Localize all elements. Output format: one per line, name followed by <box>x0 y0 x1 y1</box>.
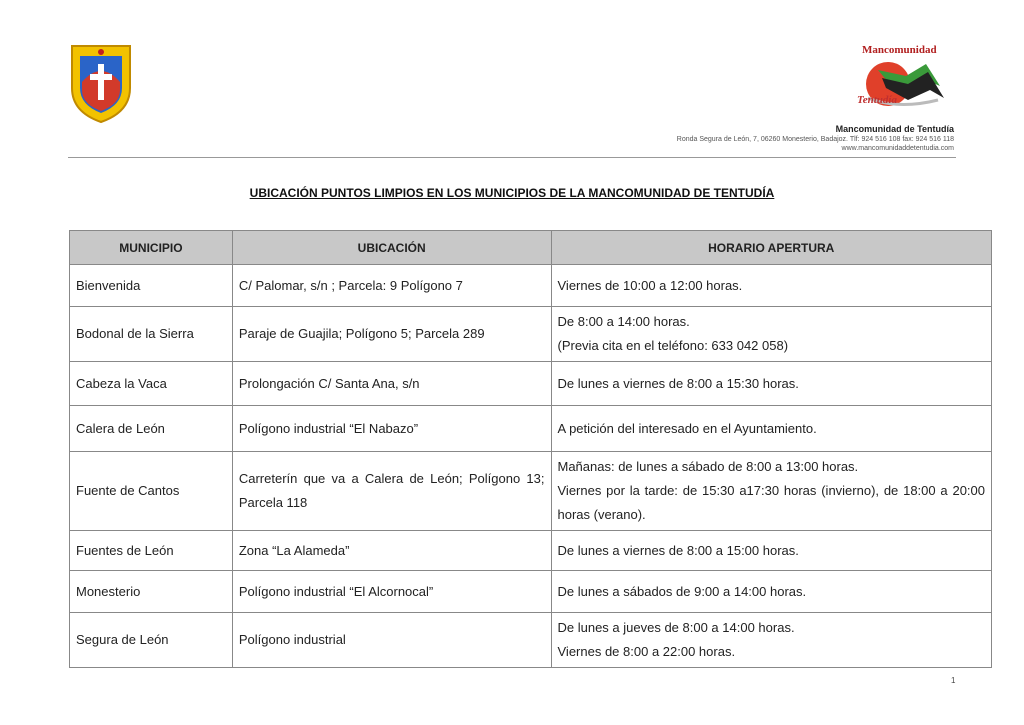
document-title: UBICACIÓN PUNTOS LIMPIOS EN LOS MUNICIPIOS DE LA MANCOMUNIDAD DE TENTUDÍA <box>249 186 775 200</box>
org-name: Mancomunidad de Tentudía <box>835 124 954 134</box>
cell-horario <box>551 613 992 668</box>
cell-ubicacion: Paraje de Guajila; Polígono 5; Parcela 289 <box>232 307 551 362</box>
cell-municipio: Fuentes de León <box>70 531 233 571</box>
cell-horario: De lunes a sábados de 9:00 a 14:00 horas. <box>551 571 992 613</box>
cell-municipio: Bodonal de la Sierra <box>70 307 233 362</box>
cell-municipio: Fuente de Cantos <box>70 452 233 531</box>
cell-municipio: Monesterio <box>70 571 233 613</box>
table-row <box>70 307 992 362</box>
cell-horario <box>551 452 992 531</box>
horario-line: De lunes a jueves de 8:00 a 14:00 horas. <box>557 620 795 635</box>
cell-ubicacion: Polígono industrial <box>232 613 551 668</box>
horario-line: Viernes por la tarde: de 15:30 a17:30 horas (invierno), de 18:00 a 20:00 horas (verano). <box>557 483 985 522</box>
cell-ubicacion: Carreterín que va a Calera de León; Polígono 13; Parcela 118 <box>232 452 551 531</box>
cell-municipio: Calera de León <box>70 406 233 452</box>
horario-line: De 8:00 a 14:00 horas. <box>557 314 690 329</box>
horario-line: Viernes de 8:00 a 22:00 horas. <box>557 644 736 659</box>
organization-info <box>677 124 954 153</box>
puntos-limpios-table <box>69 230 992 668</box>
cell-horario <box>551 307 992 362</box>
cell-ubicacion: Zona “La Alameda” <box>232 531 551 571</box>
logo-text-top: Mancomunidad <box>862 44 937 56</box>
table-row <box>70 571 992 613</box>
table-row <box>70 406 992 452</box>
cell-horario: Viernes de 10:00 a 12:00 horas. <box>551 265 992 307</box>
table-header-row <box>70 231 992 265</box>
cell-ubicacion: Prolongación C/ Santa Ana, s/n <box>232 362 551 406</box>
cell-municipio: Segura de León <box>70 613 233 668</box>
cell-ubicacion: C/ Palomar, s/n ; Parcela: 9 Polígono 7 <box>232 265 551 307</box>
org-address: Ronda Segura de León, 7, 06260 Monesterio, Badajoz. Tlf: 924 516 108 fax: 924 516 118 <box>676 136 954 143</box>
cell-ubicacion: Polígono industrial “El Alcornocal” <box>232 571 551 613</box>
table-row <box>70 613 992 668</box>
horario-line: Mañanas: de lunes a sábado de 8:00 a 13:00 horas. <box>557 459 859 474</box>
cell-municipio: Cabeza la Vaca <box>70 362 233 406</box>
header-horario: HORARIO APERTURA <box>551 231 992 265</box>
cell-horario: De lunes a viernes de 8:00 a 15:00 horas. <box>551 531 992 571</box>
municipal-crest-logo <box>68 42 134 124</box>
table-row <box>70 265 992 307</box>
horario-line: (Previa cita en el teléfono: 633 042 058) <box>557 338 789 353</box>
table-row <box>70 362 992 406</box>
header-ubicacion: UBICACIÓN <box>232 231 551 265</box>
cell-ubicacion: Polígono industrial “El Nabazo” <box>232 406 551 452</box>
header-municipio: MUNICIPIO <box>70 231 233 265</box>
table-row <box>70 452 992 531</box>
logo-text-bottom: Tentudía <box>857 94 897 106</box>
page-number: 1 <box>951 676 956 685</box>
cell-municipio: Bienvenida <box>70 265 233 307</box>
cell-horario: De lunes a viernes de 8:00 a 15:30 horas. <box>551 362 992 406</box>
org-web: www.mancomunidaddetentudia.com <box>841 145 954 152</box>
table-row <box>70 531 992 571</box>
header-divider <box>68 157 956 158</box>
cell-horario: A petición del interesado en el Ayuntamiento. <box>551 406 992 452</box>
